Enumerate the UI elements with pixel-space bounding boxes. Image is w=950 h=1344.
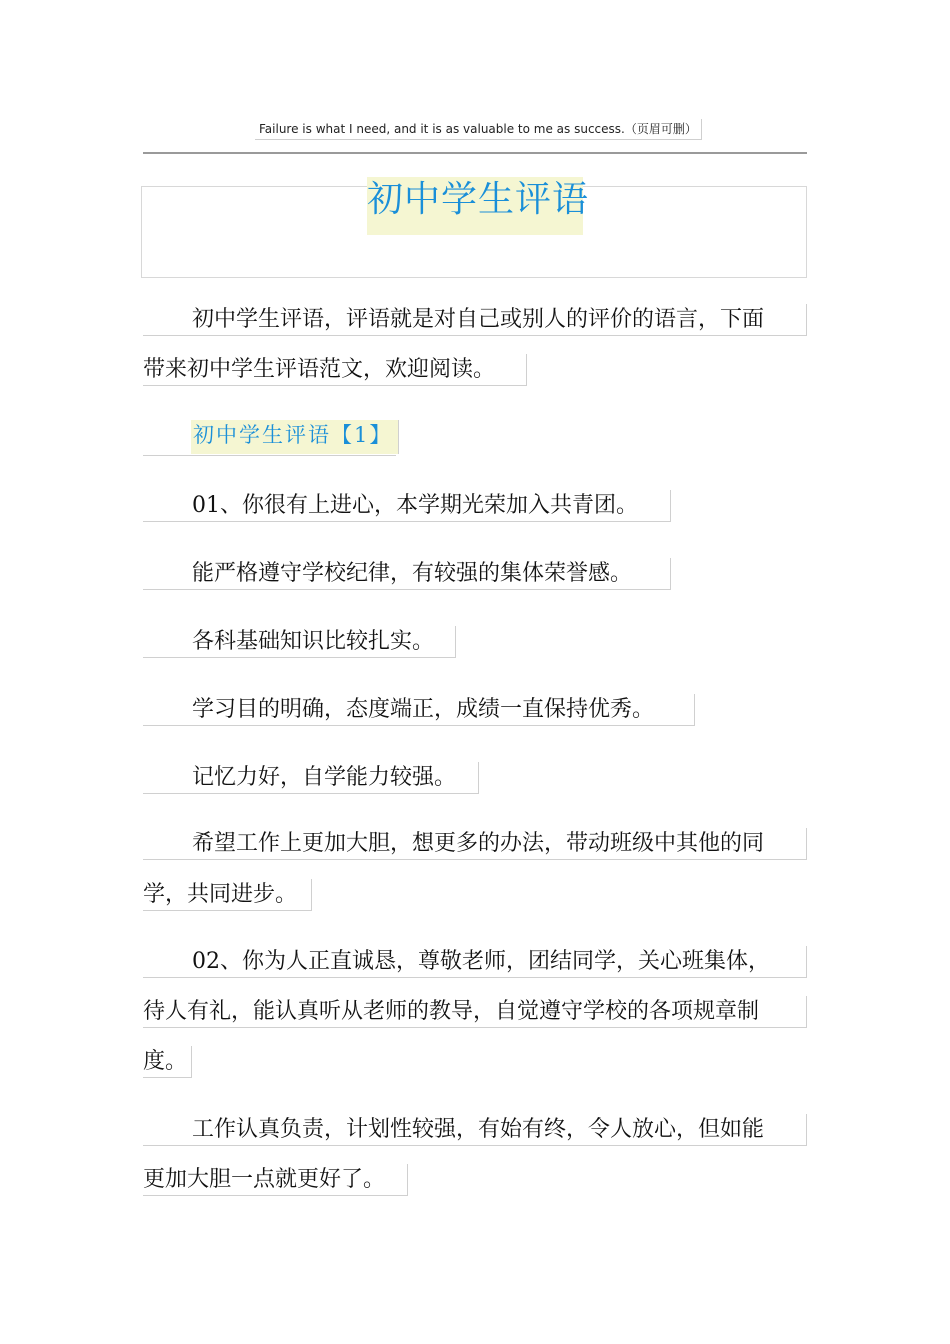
paragraph-8-line-1: 工作认真负责，计划性较强，有始有终，令人放心，但如能 [143,1114,807,1146]
intro-line-2: 带来初中学生评语范文，欢迎阅读。 [143,354,527,386]
paragraph-8-line-2: 更加大胆一点就更好了。 [143,1164,408,1196]
paragraph-1-line-1: 01、你很有上进心，本学期光荣加入共青团。 [143,490,671,522]
paragraph-6-line-2: 学，共同进步。 [143,879,312,911]
section-heading: 初中学生评语【1】 [191,420,399,454]
paragraph-3-line-1: 各科基础知识比较扎实。 [143,626,456,658]
page-header: Failure is what I need, and it is as valuable to me as success.（页眉可删） [255,119,702,140]
paragraph-7-line-1: 02、你为人正直诚恳，尊敬老师，团结同学，关心班集体， [143,946,807,978]
paragraph-2-line-1: 能严格遵守学校纪律，有较强的集体荣誉感。 [143,558,671,590]
intro-line-1: 初中学生评语，评语就是对自己或别人的评价的语言，下面 [143,304,807,336]
header-rule [143,152,807,154]
paragraph-7-line-3: 度。 [143,1046,192,1078]
paragraph-7-line-2: 待人有礼，能认真听从老师的教导，自觉遵守学校的各项规章制 [143,996,807,1028]
paragraph-4-line-1: 学习目的明确，态度端正，成绩一直保持优秀。 [143,694,695,726]
document-title: 初中学生评语 [367,177,583,235]
paragraph-6-line-1: 希望工作上更加大胆，想更多的办法，带动班级中其他的同 [143,828,807,860]
paragraph-5-line-1: 记忆力好，自学能力较强。 [143,762,479,794]
